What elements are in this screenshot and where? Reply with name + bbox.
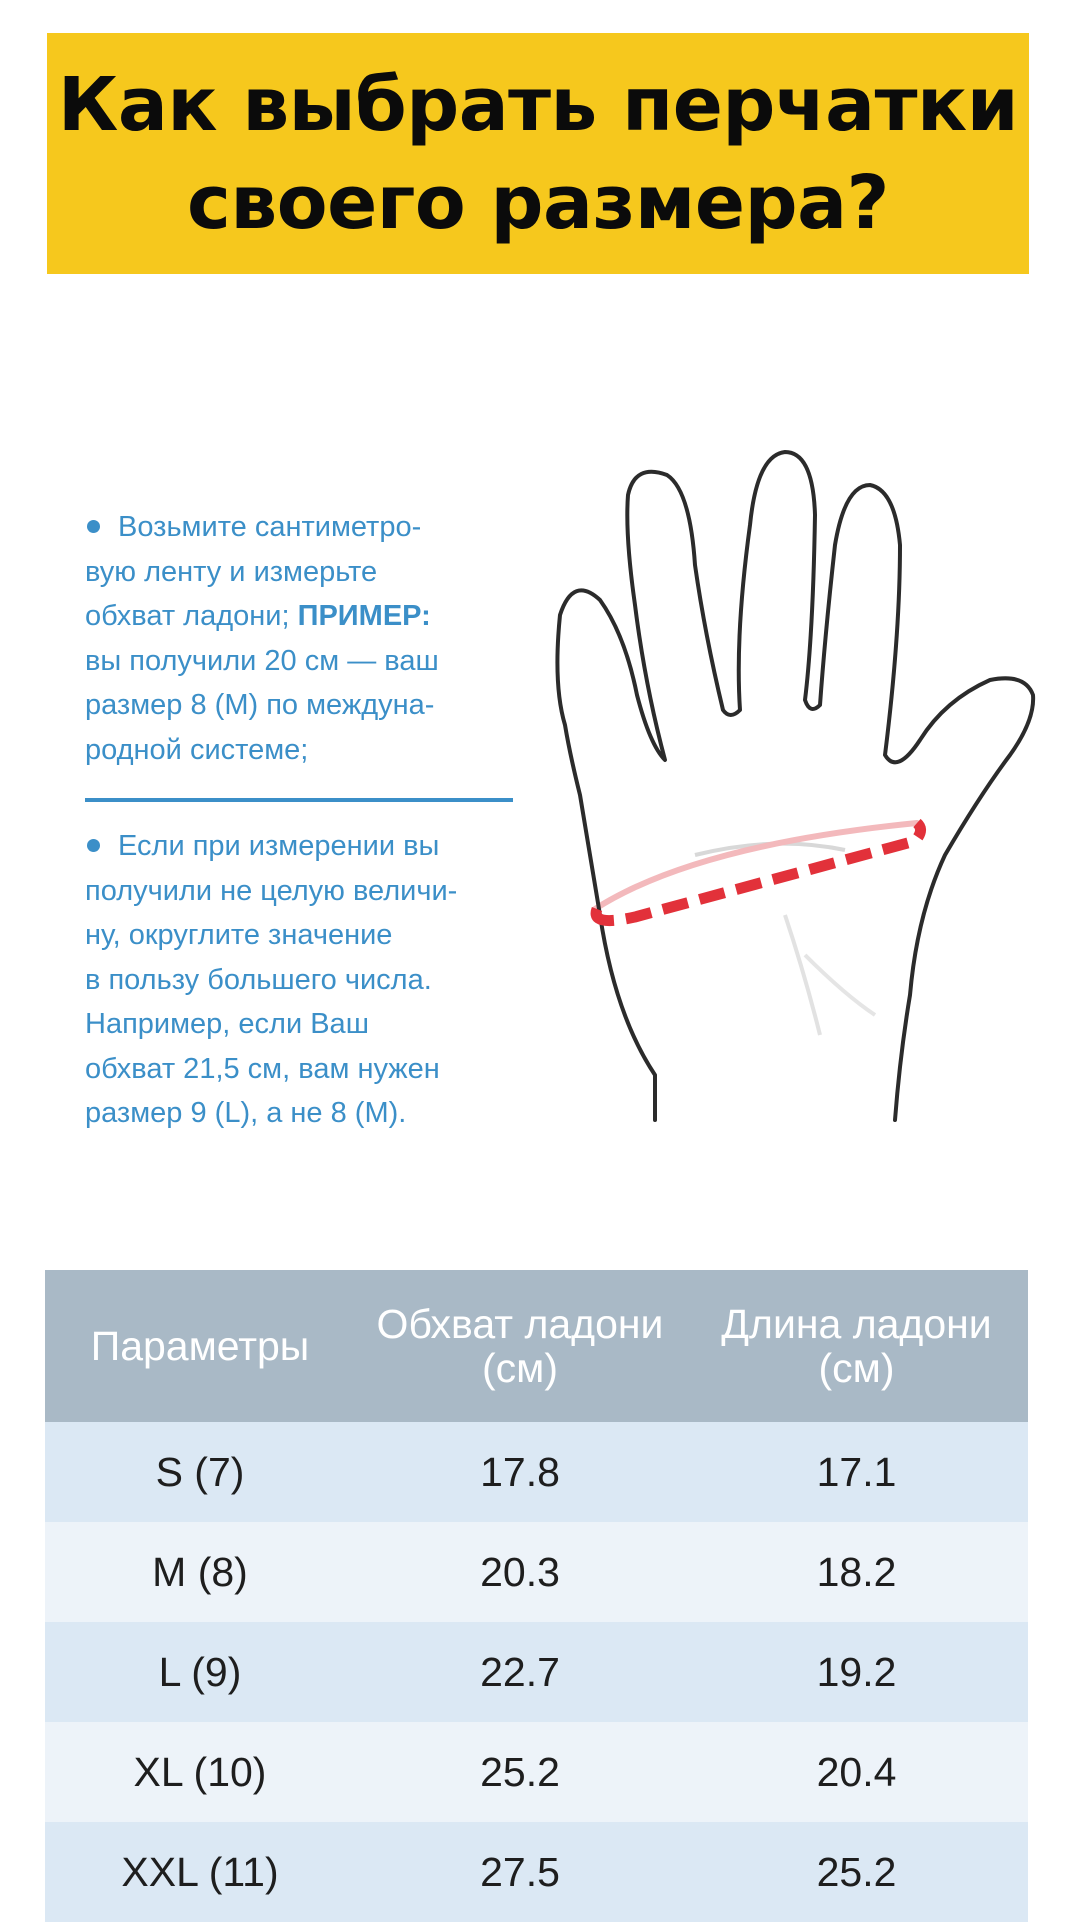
measuring-instructions [85, 505, 555, 1136]
table-row [45, 1622, 1028, 1722]
table-row [45, 1422, 1028, 1522]
table-header [45, 1270, 1028, 1422]
bullet-icon [87, 839, 100, 852]
table-row [45, 1522, 1028, 1622]
girth-cell: 25.2 [480, 1748, 560, 1795]
instruction-text: вую ленту и измерьте [85, 555, 378, 588]
table-row [45, 1722, 1028, 1822]
instruction-text: обхват 21,5 см, вам нужен [85, 1052, 440, 1085]
instruction-text: Например, если Ваш [85, 1008, 369, 1040]
header-palm-length: Длина ладони (см) [721, 1301, 992, 1391]
girth-cell: 17.8 [480, 1448, 560, 1495]
length-cell: 25.2 [816, 1848, 897, 1895]
instruction-text: размер 8 (M) по междуна- [85, 689, 435, 721]
size-cell: L (9) [158, 1648, 242, 1695]
length-cell: 18.2 [816, 1548, 897, 1595]
divider [85, 798, 513, 802]
size-cell: XXL (11) [121, 1848, 279, 1895]
instruction-text: размер 9 (L), а не 8 (M). [85, 1097, 407, 1129]
instruction-text: ну, округлите значение [85, 919, 393, 951]
instruction-text: Возьмите сантиметро- [118, 511, 422, 543]
example-label: ПРИМЕР: [297, 600, 431, 632]
instruction-paragraph-2 [85, 824, 555, 1136]
instruction-text: родной системе; [85, 733, 309, 766]
header-params: Параметры [90, 1323, 310, 1369]
size-cell: M (8) [152, 1548, 248, 1595]
length-cell: 19.2 [816, 1648, 897, 1695]
page-title-line-1: Как выбрать перчатки [57, 61, 1019, 148]
girth-cell: 27.5 [480, 1848, 560, 1895]
instruction-text: вы получили 20 см — ваш [85, 644, 439, 677]
instruction-paragraph-1 [85, 505, 555, 772]
instruction-text: Если при измерении вы [118, 830, 440, 862]
hand-palm-outline-icon [545, 435, 1055, 1125]
bullet-icon [87, 520, 100, 533]
girth-cell: 22.7 [480, 1648, 560, 1695]
table-body [45, 1422, 1028, 1922]
header-palm-girth: Обхват ладони (см) [376, 1301, 664, 1391]
size-cell: S (7) [155, 1448, 245, 1495]
page-title-line-2: своего размера? [187, 159, 889, 246]
instruction-text: получили не целую величи- [85, 874, 458, 907]
glove-size-table [45, 1270, 1028, 1922]
instruction-text: в пользу большего числа. [85, 963, 432, 996]
length-cell: 20.4 [816, 1748, 897, 1795]
title-banner [47, 33, 1029, 274]
girth-cell: 20.3 [480, 1548, 560, 1595]
size-cell: XL (10) [133, 1748, 267, 1795]
table-row [45, 1822, 1028, 1922]
instruction-text: обхват ладони; [85, 600, 298, 632]
length-cell: 17.1 [816, 1448, 897, 1495]
